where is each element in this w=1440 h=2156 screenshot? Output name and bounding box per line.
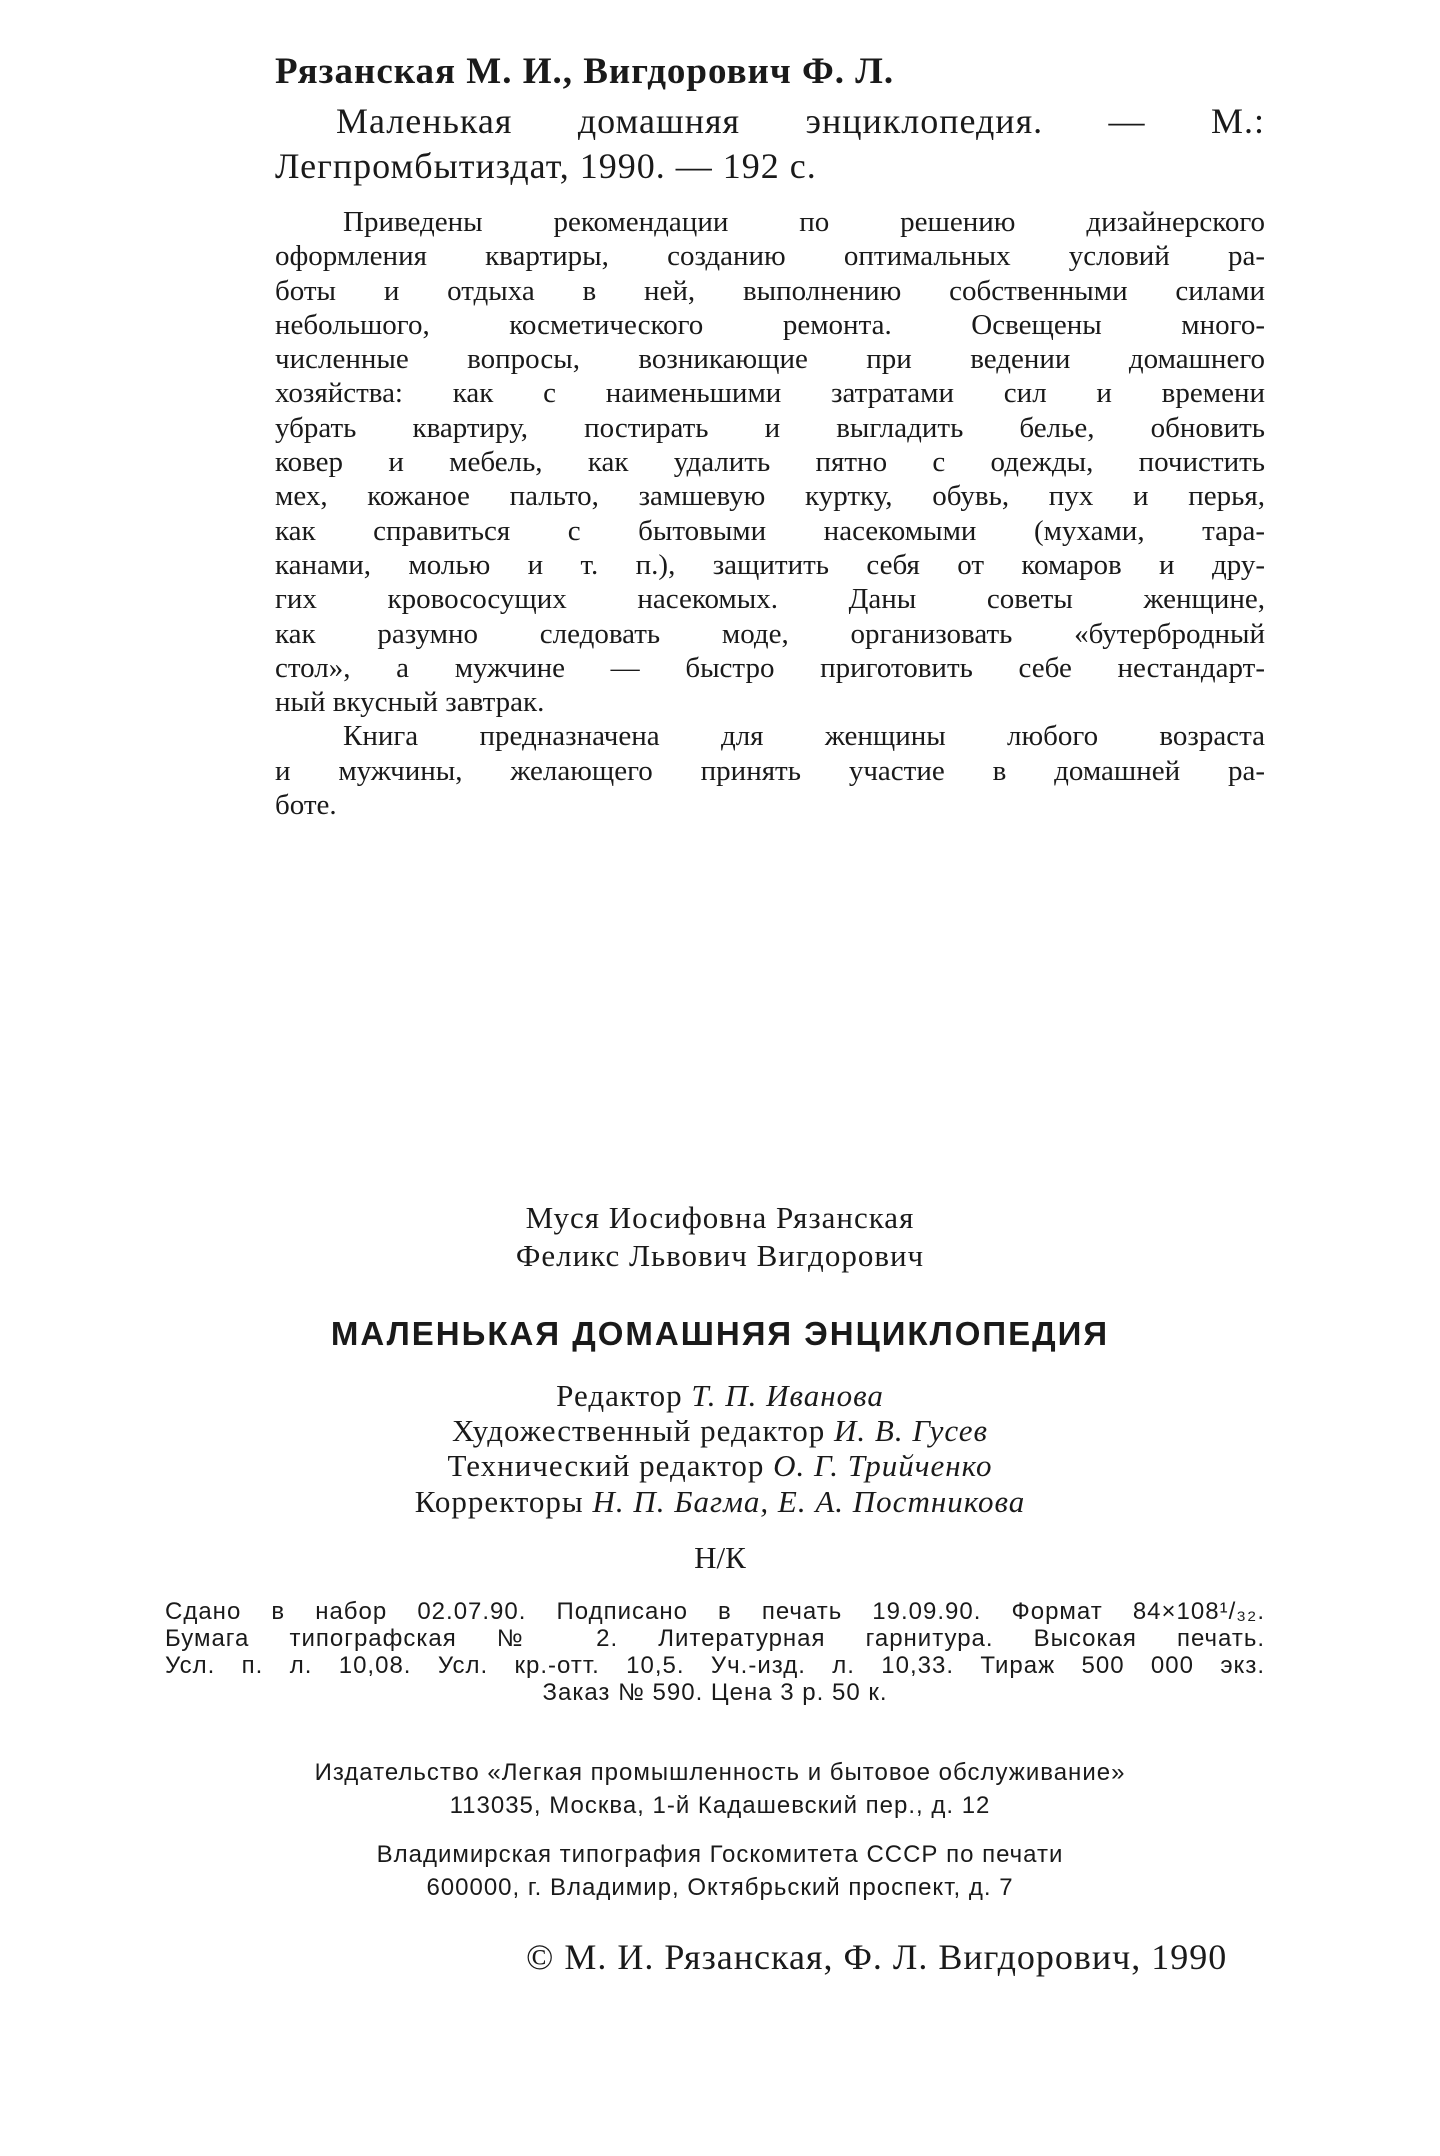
abstract-line: оформления квартиры, созданию оптимальных условий ра- bbox=[275, 240, 1265, 273]
abstract-line: канами, молью и т. п.), защитить себя от комаров и дру- bbox=[275, 548, 1265, 581]
publication-data bbox=[165, 1598, 1265, 1706]
abstract-line: ковер и мебель, как удалить пятно с одежды, почистить bbox=[275, 446, 1265, 479]
abstract-line: как разумно следовать моде, организовать «бутербродный bbox=[275, 617, 1265, 650]
copyright-line: © М. И. Рязанская, Ф. Л. Вигдорович, 1990 bbox=[526, 1937, 1228, 1977]
printer-address: 600000, г. Владимир, Октябрьский проспект, д. 7 bbox=[426, 1874, 1014, 1901]
abstract-line: мех, кожаное пальто, замшевую куртку, обувь, пух и перья, bbox=[275, 480, 1265, 513]
abstract-line: боте. bbox=[275, 789, 337, 822]
staff-name: Н. П. Багма, Е. А. Постникова bbox=[592, 1484, 1026, 1519]
staff-line-art-editor bbox=[0, 1413, 1440, 1449]
staff-name: И. В. Гусев bbox=[834, 1413, 988, 1448]
abstract-line: хозяйства: как с наименьшими затратами сил и времени bbox=[275, 377, 1265, 410]
publisher-address: 113035, Москва, 1-й Кадашевский пер., д. 12 bbox=[449, 1792, 991, 1819]
abstract-line: убрать квартиру, постирать и выгладить белье, обновить bbox=[275, 411, 1265, 444]
abstract-line: численные вопросы, возникающие при ведении домашнего bbox=[275, 343, 1265, 376]
staff-name: Т. П. Иванова bbox=[691, 1378, 884, 1413]
author-full-name-1: Муся Иосифовна Рязанская bbox=[525, 1200, 915, 1235]
publisher-year-line: Легпромбытиздат, 1990. — 192 с. bbox=[275, 146, 817, 186]
abstract-line: как справиться с бытовыми насекомыми (мухами, тара- bbox=[275, 514, 1265, 547]
staff-line-proofreaders bbox=[0, 1484, 1440, 1520]
author-full-name-2: Феликс Львович Вигдорович bbox=[515, 1238, 925, 1273]
book-title-line: Маленькая домашняя энциклопедия. — М.: bbox=[336, 101, 1265, 141]
staff-role: Технический редактор bbox=[447, 1448, 765, 1483]
staff-role: Художественный редактор bbox=[452, 1413, 826, 1448]
imprint-title: МАЛЕНЬКАЯ ДОМАШНЯЯ ЭНЦИКЛОПЕДИЯ bbox=[330, 1315, 1110, 1352]
staff-line-editor bbox=[0, 1378, 1440, 1414]
authors-line: Рязанская М. И., Вигдорович Ф. Л. bbox=[275, 51, 895, 92]
publication-data-line: Сдано в набор 02.07.90. Подписано в печать 19.09.90. Формат 84×108¹/₃₂. bbox=[165, 1598, 1265, 1625]
abstract-line: и мужчины, желающего принять участие в домашней ра- bbox=[275, 754, 1265, 787]
abstract-line: боты и отдыха в ней, выполнению собственными силами bbox=[275, 274, 1265, 307]
staff-name: О. Г. Трийченко bbox=[773, 1448, 993, 1483]
abstract-line: небольшого, косметического ремонта. Освещены много- bbox=[275, 308, 1265, 341]
abstract-line: Приведены рекомендации по решению дизайнерского bbox=[343, 206, 1265, 238]
publication-data-line: Заказ № 590. Цена 3 р. 50 к. bbox=[542, 1679, 888, 1706]
abstract-line: стол», а мужчине — быстро приготовить себе нестандарт- bbox=[275, 651, 1265, 684]
publication-data-line: Бумага типографская № 2. Литературная гарнитура. Высокая печать. bbox=[165, 1625, 1265, 1652]
publication-data-line: Усл. п. л. 10,08. Усл. кр.-отт. 10,5. Уч.-изд. л. 10,33. Тираж 500 000 экз. bbox=[165, 1652, 1265, 1679]
abstract bbox=[275, 205, 1265, 822]
abstract-line: Книга предназначена для женщины любого возраста bbox=[343, 720, 1265, 753]
publisher-name: Издательство «Легкая промышленность и бытовое обслуживание» bbox=[314, 1759, 1126, 1786]
staff-role: Редактор bbox=[556, 1378, 683, 1413]
abstract-line: ный вкусный завтрак. bbox=[275, 686, 545, 719]
staff-role: Корректоры bbox=[414, 1484, 584, 1519]
staff-line-tech-editor bbox=[0, 1448, 1440, 1484]
nk-mark: Н/К bbox=[694, 1540, 746, 1575]
printer-name: Владимирская типография Госкомитета СССР по печати bbox=[376, 1841, 1064, 1868]
abstract-line: гих кровососущих насекомых. Даны советы женщине, bbox=[275, 583, 1265, 616]
